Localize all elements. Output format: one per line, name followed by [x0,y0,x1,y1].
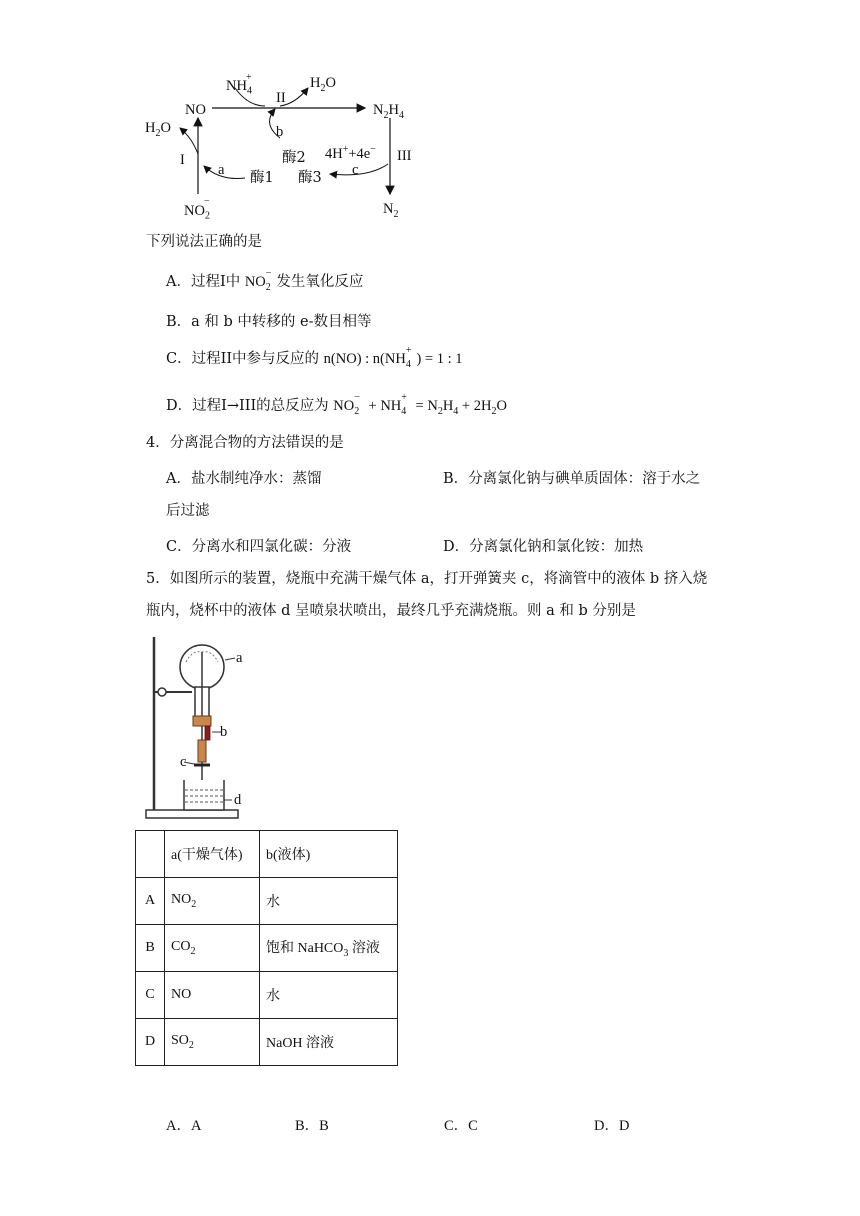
apparatus-label-b: b [220,724,228,740]
q4-stem: 4．分离混合物的方法错误的是 [146,435,344,451]
table-row [136,1019,398,1066]
label-enzyme3: 酶3 [298,170,322,186]
apparatus-label-d: d [234,792,242,808]
table-cell: NaOH 溶液 [260,1019,398,1066]
table-row [136,925,398,972]
apparatus-label-c: c [180,754,187,770]
table-cell: 水 [260,878,398,925]
label-c: c [352,162,359,178]
q5-stem-line1: 5．如图所示的装置，烧瓶中充满干燥气体 a，打开弹簧夹 c，将滴管中的液体 b 挤入烧 [146,571,708,587]
label-n2h4: $N_2H_4$ [373,102,404,121]
label-step1: I [180,152,185,168]
q4-option-b-line1: B．分离氯化钠与碘单质固体：溶于水之 [443,471,701,487]
table-row [136,831,398,878]
table-row [136,972,398,1019]
q5-stem-line2: 瓶内，烧杯中的液体 d 呈喷泉状喷出，最终几乎充满烧瓶。则 a 和 b 分别是 [146,603,636,619]
q4-option-a: A．盐水制纯净水：蒸馏 [166,471,322,487]
q5-option-a: A．A [166,1118,202,1134]
q5-option-b: B．B [295,1118,329,1134]
table-cell: $CO_2$ [165,925,260,972]
q5-option-c: C．C [444,1118,478,1134]
table-cell: NO [165,972,260,1019]
label-enzyme1: 酶1 [250,170,274,186]
label-nh4: $NH_4^+$ [226,72,252,97]
table-header-a: a(干燥气体) [165,831,260,878]
label-h2o-left: $H_2O$ [145,120,171,139]
q3-stem: 下列说法正确的是 [146,234,262,250]
table-cell: A [136,878,165,925]
table-header-b: b(液体) [260,831,398,878]
q4-option-d: D．分离氯化钠和氯化铵：加热 [443,539,644,555]
apparatus-label-a: a [236,650,243,666]
label-n2: $N_2$ [383,201,399,220]
q5-option-d: D．D [594,1118,630,1134]
q3-option-b: B．a 和 b 中转移的 e-数目相等 [166,314,372,330]
table-cell: $NO_2$ [165,878,260,925]
q3-option-d: D．过程I→III的总反应为 $NO_2^- + NH_4^+ = N_2H_4 + 2H_2O$ [166,392,507,417]
label-h2o-top: $H_2O$ [310,75,336,94]
label-b: b [276,124,284,140]
table-cell [136,831,165,878]
label-electrons: 4H++4e− [325,144,376,162]
table-cell: D [136,1019,165,1066]
label-no2: $NO_2^-$ [184,196,210,222]
arrow-a [204,166,245,179]
table-cell: C [136,972,165,1019]
arrow-c [330,164,388,175]
label-enzyme2: 酶2 [282,150,306,166]
q4-option-c: C．分离水和四氯化碳：分液 [166,539,352,555]
table-cell: $SO_2$ [165,1019,260,1066]
table-cell: 饱和 NaHCO$_3$ 溶液 [260,925,398,972]
answer-table [135,830,398,1066]
label-a: a [218,162,225,178]
q3-option-a: A．过程I中 $NO_2^-$发生氧化反应 [166,268,364,293]
label-no: NO [185,102,206,118]
q3-option-c: C．过程II中参与反应的 n(NO) : $n(NH_4^+) = 1$ : 1 [166,345,463,370]
table-row [136,878,398,925]
q4-option-b-line2: 后过滤 [166,503,210,519]
label-step3: III [397,148,412,164]
label-step2: II [276,90,286,106]
table-cell: 水 [260,972,398,1019]
table-cell: B [136,925,165,972]
